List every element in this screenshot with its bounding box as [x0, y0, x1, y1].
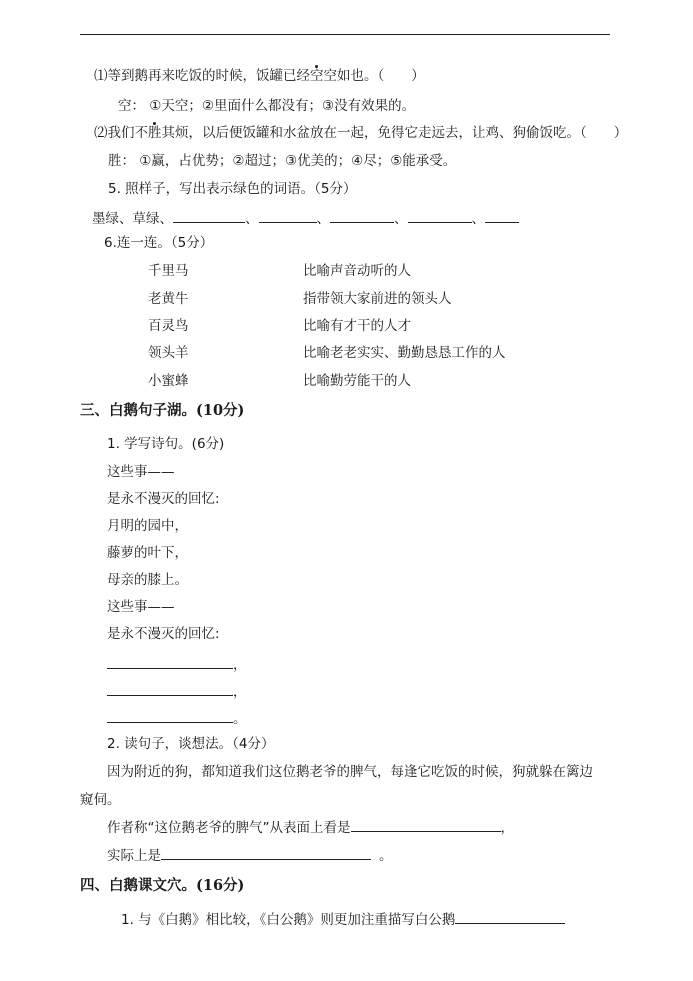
header-rule — [80, 34, 610, 35]
question-5-title: 5. 照样子，写出表示绿色的词语。（5分） — [108, 181, 357, 197]
section-3-heading: 三、白鹅句子湖。(10分) — [80, 402, 245, 419]
answer-blank[interactable] — [455, 909, 565, 924]
match-left-item[interactable]: 千里马 — [148, 263, 189, 279]
answer-blank[interactable] — [107, 681, 233, 696]
question-6-title: 6.连一连。（5分） — [104, 235, 214, 251]
poem-line: 是永不漫灭的回忆: — [107, 626, 220, 642]
answer-blank[interactable] — [173, 208, 245, 223]
question-2-options: 胜： ①赢，占优势；②超过；③优美的；④尽；⑤能承受。 — [108, 153, 457, 169]
section-4-sub-1: 1. 与《白鹅》相比较，《白公鹅》则更加注重描写白公鹅 — [121, 909, 565, 930]
match-right-item[interactable]: 比喻老老实实、勤勤恳恳工作的人 — [303, 345, 506, 361]
section-4-heading: 四、白鹅课文穴。(16分) — [80, 877, 245, 894]
match-left-item[interactable]: 小蜜蜂 — [148, 373, 189, 389]
question-1-options: 空： ①天空；②里面什么都没有；③没有效果的。 — [118, 98, 416, 114]
passage-line: 因为附近的狗，都知道我们这位鹅老爷的脾气，每逢它吃饭的时候，狗就躲在篱边 — [107, 764, 593, 780]
match-right-item[interactable]: 比喻勤劳能干的人 — [303, 373, 411, 389]
match-right-item[interactable]: 指带领大家前进的领头人 — [303, 291, 452, 307]
poem-line: 这些事—— — [107, 464, 175, 480]
match-left-item[interactable]: 百灵鸟 — [148, 318, 189, 334]
question-5-answer-row: 墨绿、草绿、 、 、 、 、 — [92, 208, 519, 229]
match-right-item[interactable]: 比喻有才干的人才 — [303, 318, 411, 334]
answer-blank[interactable] — [351, 817, 501, 832]
question-ask-2: 实际上是 。 — [107, 845, 393, 866]
dotted-char: 空 — [310, 68, 324, 84]
poem-line: 月明的园中， — [107, 518, 188, 534]
match-left-item[interactable]: 领头羊 — [148, 345, 189, 361]
answer-blank[interactable] — [161, 845, 371, 860]
match-left-item[interactable]: 老黄牛 — [148, 291, 189, 307]
answer-blank[interactable] — [408, 208, 472, 223]
question-2-text: ⑵我们不胜其烦，以后便饭罐和水盆放在一起，免得它走远去，让鸡、狗偷饭吃。（ ） — [94, 125, 628, 141]
poem-answer-row: ， — [107, 681, 247, 702]
poem-line: 是永不漫灭的回忆: — [107, 491, 220, 507]
poem-line: 母亲的膝上。 — [107, 572, 188, 588]
section-3-sub-1: 1. 学写诗句。(6分) — [107, 436, 225, 452]
passage-line: 窥伺。 — [80, 792, 121, 808]
answer-blank[interactable] — [485, 208, 519, 223]
question-ask-1: 作者称“这位鹅老爷的脾气”从表面上看是 ， — [107, 817, 514, 838]
match-right-item[interactable]: 比喻声音动听的人 — [303, 263, 411, 279]
section-3-sub-2: 2. 读句子，谈想法。（4分） — [107, 736, 275, 752]
question-1-text: ⑴等到鹅再来吃饭的时候，饭罐已经空空如也。（ ） — [94, 68, 425, 84]
poem-line: 这些事—— — [107, 599, 175, 615]
answer-blank[interactable] — [259, 208, 317, 223]
poem-line: 藤萝的叶下， — [107, 545, 188, 561]
answer-blank[interactable] — [107, 654, 233, 669]
poem-answer-row: 。 — [107, 708, 247, 729]
answer-blank[interactable] — [107, 708, 233, 723]
dotted-char: 胜 — [148, 125, 162, 141]
poem-answer-row: ， — [107, 654, 247, 675]
answer-blank[interactable] — [330, 208, 394, 223]
